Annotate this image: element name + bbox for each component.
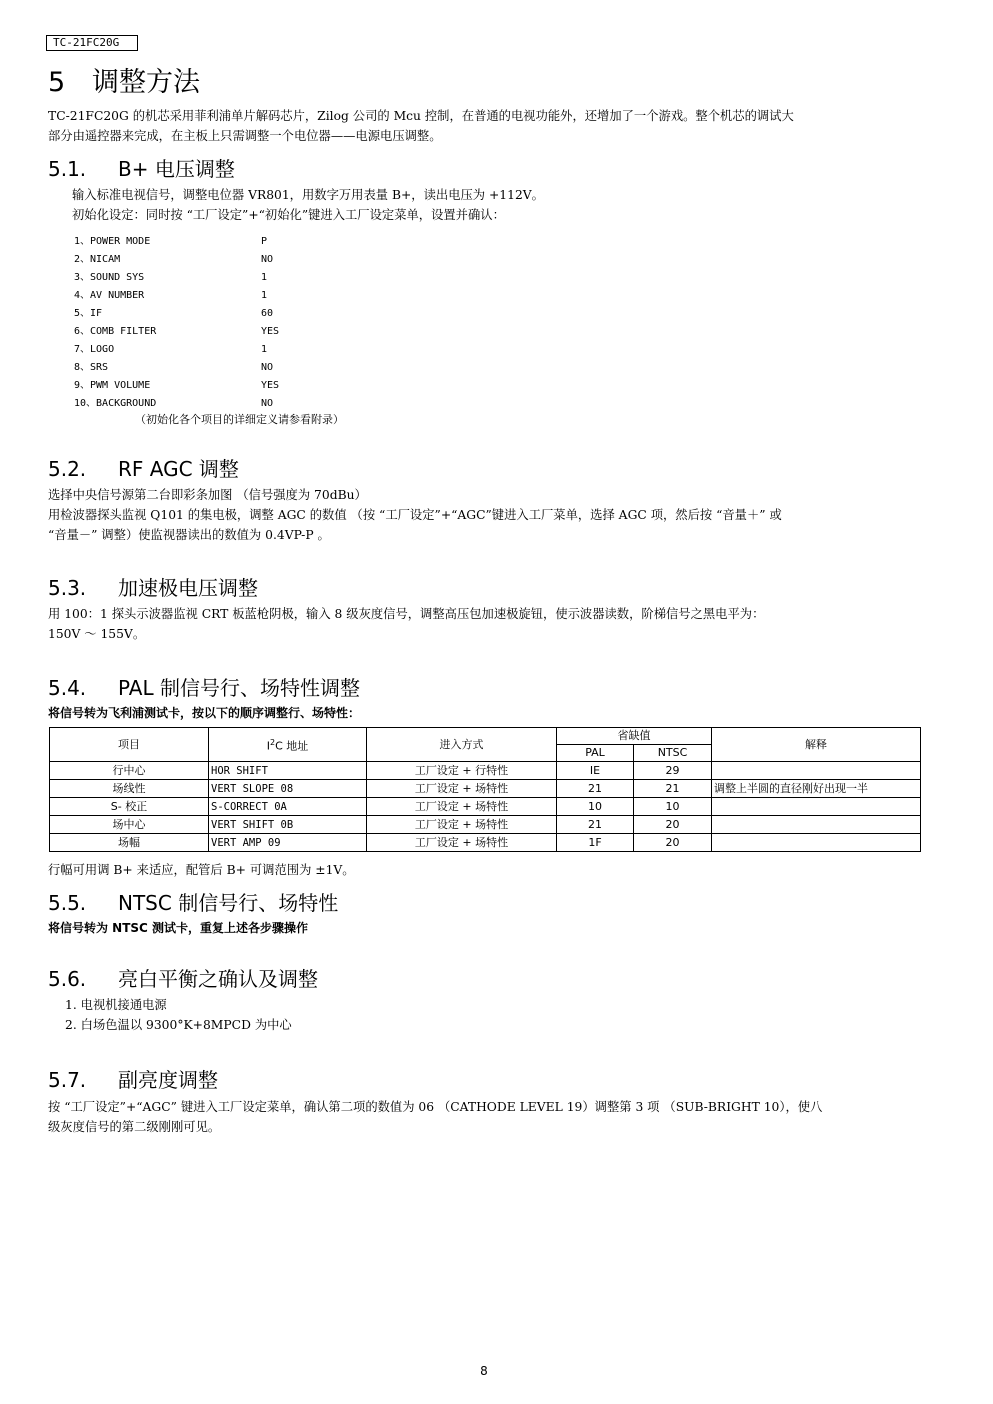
intro-line: TC-21FC20G 的机芯采用菲利浦单片解码芯片，Zilog 公司的 Mcu 控制，在普通的电视功能外，还增加了一个游戏。整个机芯的调试大 <box>48 109 794 123</box>
cell-address: VERT SHIFT 0B <box>209 816 367 834</box>
section-number: 5.4. <box>48 676 87 700</box>
i2c-superscript: 2 <box>269 737 276 747</box>
section-number: 5.2. <box>48 457 87 481</box>
chapter-number: 5 <box>48 67 66 98</box>
cell-address: VERT SLOPE 08 <box>209 780 367 798</box>
page-number: 8 <box>480 1364 488 1378</box>
cell-address: HOR SHIFT <box>209 762 367 780</box>
paragraph-line: 级灰度信号的第二级刚刚可见。 <box>48 1120 221 1134</box>
header-default-value: 省缺值 <box>557 728 712 745</box>
section-5-2-text <box>48 485 782 545</box>
header-i2c-address <box>209 728 367 762</box>
section-number: 5.7. <box>48 1068 87 1092</box>
model-label: TC-21FC20G <box>46 35 138 51</box>
setting-label: 9、PWM VOLUME <box>74 380 151 391</box>
setting-row <box>74 287 279 305</box>
chapter-title-text: 调整方法 <box>92 67 200 98</box>
paragraph-line: “音量－” 调整）使监视器读出的数值为 0.4VP-P 。 <box>48 528 330 542</box>
header-entry-method: 进入方式 <box>367 728 557 762</box>
cell-item: 场幅 <box>50 834 209 852</box>
intro-line: 部分由遥控器来完成，在主板上只需调整一个电位器——电源电压调整。 <box>48 129 442 143</box>
table-row <box>50 780 921 798</box>
setting-label: 1、POWER MODE <box>74 236 151 247</box>
section-5-5-subtitle: 将信号转为 NTSC 测试卡，重复上述各步骤操作 <box>48 921 309 935</box>
setting-value: 1 <box>261 290 268 301</box>
section-5-2-heading <box>48 456 239 482</box>
setting-value: NO <box>261 398 274 409</box>
cell-pal: 21 <box>557 780 634 798</box>
setting-label: 6、COMB FILTER <box>74 326 157 337</box>
paragraph-line: 初始化设定：同时按 “工厂设定”+“初始化”键进入工厂设定菜单，设置并确认： <box>72 208 505 222</box>
setting-value: 60 <box>261 308 274 319</box>
section-title: RF AGC 调整 <box>118 457 239 481</box>
init-settings-list <box>74 233 279 413</box>
cell-item: 行中心 <box>50 762 209 780</box>
cell-note <box>712 762 921 780</box>
setting-row <box>74 269 279 287</box>
section-number: 5.3. <box>48 576 87 600</box>
paragraph-line: 输入标准电视信号，调整电位器 VR801，用数字万用表量 B+，读出电压为 +112V。 <box>72 188 544 202</box>
cell-entry: 工厂设定 + 行特性 <box>367 762 557 780</box>
setting-row <box>74 377 279 395</box>
intro-paragraph <box>48 106 794 146</box>
setting-label: 8、SRS <box>74 362 109 373</box>
section-title: NTSC 制信号行、场特性 <box>118 891 339 915</box>
cell-note <box>712 798 921 816</box>
setting-value: YES <box>261 380 280 391</box>
header-ntsc: NTSC <box>634 745 712 762</box>
table-row <box>50 816 921 834</box>
setting-value: 1 <box>261 344 268 355</box>
header-pal: PAL <box>557 745 634 762</box>
settings-note: （初始化各个项目的详细定义请参看附录） <box>135 413 344 426</box>
cell-note <box>712 816 921 834</box>
header-explanation: 解释 <box>712 728 921 762</box>
list-item: 1. 电视机接通电源 <box>65 998 167 1012</box>
chapter-title <box>48 66 200 100</box>
cell-item: 场中心 <box>50 816 209 834</box>
cell-pal: 10 <box>557 798 634 816</box>
setting-row <box>74 251 279 269</box>
cell-entry: 工厂设定 + 场特性 <box>367 780 557 798</box>
cell-item: S- 校正 <box>50 798 209 816</box>
section-title: 副亮度调整 <box>118 1068 218 1092</box>
setting-value: NO <box>261 254 274 265</box>
cell-note <box>712 834 921 852</box>
section-title: 亮白平衡之确认及调整 <box>118 967 318 991</box>
setting-row <box>74 323 279 341</box>
list-item: 2. 白场色温以 9300°K+8MPCD 为中心 <box>65 1018 292 1032</box>
section-5-3-text <box>48 604 764 644</box>
section-5-7-text <box>48 1097 822 1137</box>
cell-ntsc: 20 <box>634 834 712 852</box>
cell-pal: 21 <box>557 816 634 834</box>
section-5-3-heading <box>48 575 258 601</box>
section-5-5-heading <box>48 890 338 916</box>
section-5-4-subtitle: 将信号转为飞利浦测试卡，按以下的顺序调整行、场特性： <box>48 706 361 720</box>
section-5-6-heading <box>48 966 318 992</box>
section-5-7-heading <box>48 1067 218 1093</box>
cell-note: 调整上半圆的直径刚好出现一半 <box>712 780 921 798</box>
setting-value: P <box>261 236 268 247</box>
section-title: 加速极电压调整 <box>118 576 258 600</box>
setting-label: 7、LOGO <box>74 344 115 355</box>
setting-row <box>74 233 279 251</box>
setting-row <box>74 359 279 377</box>
section-5-6-list <box>65 995 292 1035</box>
cell-pal: IE <box>557 762 634 780</box>
setting-label: 5、IF <box>74 308 103 319</box>
cell-address: S-CORRECT 0A <box>209 798 367 816</box>
setting-row <box>74 305 279 323</box>
section-title: PAL 制信号行、场特性调整 <box>118 676 360 700</box>
table-header-row <box>50 728 921 745</box>
cell-address: VERT AMP 09 <box>209 834 367 852</box>
setting-row <box>74 341 279 359</box>
setting-value: 1 <box>261 272 268 283</box>
paragraph-line: 用检波器探头监视 Q101 的集电极，调整 AGC 的数值 （按 “工厂设定”+“AGC”键进入工厂菜单，选择 AGC 项，然后按 “音量＋” 或 <box>48 508 782 522</box>
paragraph-line: 150V ～ 155V。 <box>48 627 146 641</box>
table-row <box>50 762 921 780</box>
i2c-prefix: I <box>266 739 270 753</box>
table-row <box>50 834 921 852</box>
cell-ntsc: 21 <box>634 780 712 798</box>
section-number: 5.1. <box>48 157 87 181</box>
setting-label: 3、SOUND SYS <box>74 272 145 283</box>
cell-entry: 工厂设定 + 场特性 <box>367 816 557 834</box>
cell-pal: 1F <box>557 834 634 852</box>
section-title: B+ 电压调整 <box>118 157 235 181</box>
setting-value: NO <box>261 362 274 373</box>
pal-adjustment-table <box>49 727 921 852</box>
paragraph-line: 用 100：1 探头示波器监视 CRT 板蓝枪阴极，输入 8 级灰度信号，调整高压包加速极旋钮，使示波器读数，阶梯信号之黑电平为： <box>48 607 765 621</box>
header-item: 项目 <box>50 728 209 762</box>
cell-ntsc: 10 <box>634 798 712 816</box>
cell-item: 场线性 <box>50 780 209 798</box>
setting-label: 2、NICAM <box>74 254 121 265</box>
section-5-1-text <box>72 185 544 225</box>
table-row <box>50 798 921 816</box>
cell-entry: 工厂设定 + 场特性 <box>367 834 557 852</box>
i2c-suffix: C 地址 <box>275 739 309 753</box>
setting-label: 4、AV NUMBER <box>74 290 145 301</box>
cell-ntsc: 20 <box>634 816 712 834</box>
section-5-4-after-text: 行幅可用调 B+ 来适应，配管后 B+ 可调范围为 ±1V。 <box>48 863 355 877</box>
setting-value: YES <box>261 326 280 337</box>
cell-entry: 工厂设定 + 场特性 <box>367 798 557 816</box>
section-5-1-heading <box>48 156 235 182</box>
setting-label: 10、BACKGROUND <box>74 398 157 409</box>
section-number: 5.6. <box>48 967 87 991</box>
section-number: 5.5. <box>48 891 87 915</box>
paragraph-line: 按 “工厂设定”+“AGC” 键进入工厂设定菜单，确认第二项的数值为 06 （CATHODE LEVEL 19）调整第 3 项 （SUB-BRIGHT 10），使八 <box>48 1100 823 1114</box>
cell-ntsc: 29 <box>634 762 712 780</box>
section-5-4-heading <box>48 675 360 701</box>
paragraph-line: 选择中央信号源第二台即彩条加图 （信号强度为 70dBu） <box>48 488 367 502</box>
